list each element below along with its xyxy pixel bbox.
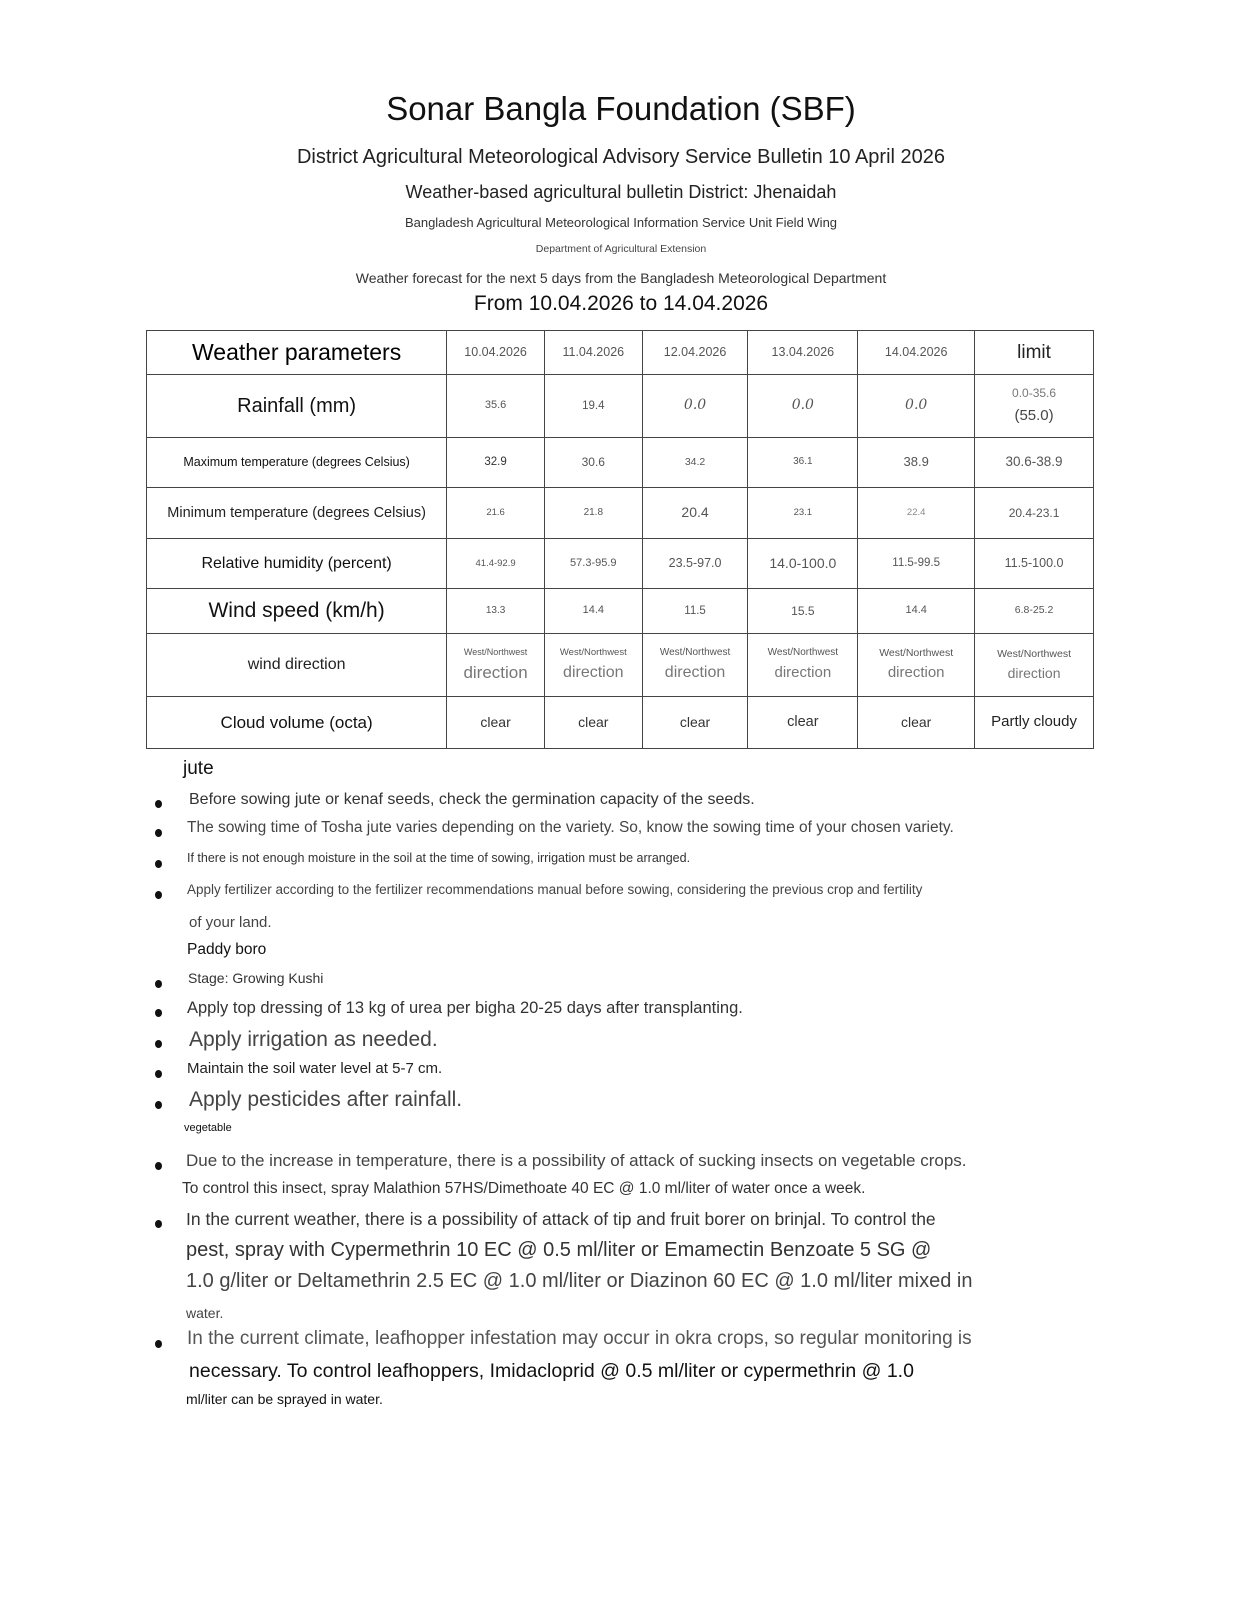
table-cell: 11.5	[642, 589, 748, 634]
bullet-icon	[155, 980, 162, 988]
list-item-continuation: 1.0 g/liter or Deltamethrin 2.5 EC @ 1.0 ml/liter or Diazinon 60 EC @ 1.0 ml/liter mixed in	[186, 1270, 973, 1292]
table-cell: 21.8	[544, 488, 642, 539]
header-date: 10.04.2026	[447, 331, 545, 375]
table-cell: 14.4	[544, 589, 642, 634]
section-title-vegetable: vegetable	[184, 1122, 232, 1134]
row-label: Relative humidity (percent)	[147, 539, 447, 589]
unit-name: Bangladesh Agricultural Meteorological Information Service Unit Field Wing	[404, 215, 838, 230]
list-item: Apply fertilizer according to the fertilizer recommendations manual before sowing, considering the previous crop and fertility	[187, 882, 923, 897]
limit-extra: (55.0)	[1014, 407, 1054, 425]
list-item: Due to the increase in temperature, there is a possibility of attack of sucking insects on vegetable crops.	[186, 1151, 967, 1170]
list-item-continuation: ml/liter can be sprayed in water.	[186, 1391, 383, 1407]
list-item: The sowing time of Tosha jute varies depending on the variety. So, know the sowing time of your chosen variety.	[187, 819, 954, 836]
table-cell: West/Northwest direction	[858, 634, 975, 697]
table-cell: clear	[858, 697, 975, 749]
list-item: Stage: Growing Kushi	[188, 970, 324, 986]
row-label: Minimum temperature (degrees Celsius)	[147, 488, 447, 539]
bullet-icon	[155, 1162, 162, 1170]
bullet-icon	[155, 829, 162, 837]
table-cell: 57.3-95.9	[544, 539, 642, 589]
organization-title: Sonar Bangla Foundation (SBF)	[386, 90, 856, 127]
list-item-continuation: To control this insect, spray Malathion 57HS/Dimethoate 40 EC @ 1.0 ml/liter of water once a week.	[182, 1180, 866, 1197]
table-cell: 30.6	[544, 438, 642, 488]
header-limit: limit	[975, 331, 1094, 375]
list-item-continuation: water.	[186, 1305, 224, 1321]
table-cell: 14.4	[858, 589, 975, 634]
table-cell: 13.3	[447, 589, 545, 634]
table-cell: clear	[544, 697, 642, 749]
table-cell: 21.6	[447, 488, 545, 539]
table-cell: clear	[748, 697, 858, 749]
department-name: Department of Agricultural Extension	[535, 243, 707, 255]
table-cell: clear	[642, 697, 748, 749]
header-date: 12.04.2026	[642, 331, 748, 375]
list-item-continuation: pest, spray with Cypermethrin 10 EC @ 0.5 ml/liter or Emamectin Benzoate 5 SG @	[186, 1239, 932, 1261]
table-row	[147, 375, 1094, 438]
table-cell: 0.0	[748, 375, 858, 438]
table-cell: West/Northwest direction	[748, 634, 858, 697]
weather-forecast-table	[146, 330, 1094, 749]
table-cell: 15.5	[748, 589, 858, 634]
list-item-continuation: necessary. To control leafhoppers, Imidacloprid @ 0.5 ml/liter or cypermethrin @ 1.0	[189, 1360, 914, 1382]
header-date: 11.04.2026	[544, 331, 642, 375]
table-cell: 23.1	[748, 488, 858, 539]
list-item-continuation: of your land.	[189, 914, 272, 931]
forecast-note: Weather forecast for the next 5 days from the Bangladesh Meteorological Department	[355, 270, 887, 286]
row-label: Maximum temperature (degrees Celsius)	[147, 438, 447, 488]
bullet-icon	[155, 1070, 162, 1078]
table-cell: 35.6	[447, 375, 545, 438]
table-row	[147, 697, 1094, 749]
list-item: Apply pesticides after rainfall.	[189, 1088, 463, 1111]
row-label: wind direction	[147, 634, 447, 697]
limit-cell	[975, 375, 1094, 438]
list-item: Apply irrigation as needed.	[189, 1028, 438, 1051]
bullet-icon	[155, 1220, 162, 1228]
bullet-icon	[155, 1009, 162, 1017]
list-item: Before sowing jute or kenaf seeds, check the germination capacity of the seeds.	[189, 791, 755, 808]
table-header-row	[147, 331, 1094, 375]
table-row	[147, 539, 1094, 589]
header-date: 14.04.2026	[858, 331, 975, 375]
table-row	[147, 589, 1094, 634]
table-cell: 22.4	[858, 488, 975, 539]
list-item: Maintain the soil water level at 5-7 cm.	[187, 1060, 443, 1077]
list-item: In the current climate, leafhopper infestation may occur in okra crops, so regular monitoring is	[187, 1328, 972, 1349]
limit-cell: West/Northwest direction	[975, 634, 1094, 697]
bulletin-subtitle: Weather-based agricultural bulletin District: Jhenaidah	[405, 182, 837, 202]
table-cell: clear	[447, 697, 545, 749]
section-title-paddy: Paddy boro	[187, 941, 267, 958]
header-date: 13.04.2026	[748, 331, 858, 375]
row-label: Wind speed (km/h)	[147, 589, 447, 634]
table-cell: 38.9	[858, 438, 975, 488]
date-range: From 10.04.2026 to 14.04.2026	[473, 292, 769, 315]
bullet-icon	[155, 1040, 162, 1048]
table-cell: 23.5-97.0	[642, 539, 748, 589]
table-cell: 20.4	[642, 488, 748, 539]
table-cell: 36.1	[748, 438, 858, 488]
bulletin-title: District Agricultural Meteorological Advisory Service Bulletin 10 April 2026	[296, 146, 946, 168]
row-label: Rainfall (mm)	[147, 375, 447, 438]
limit-cell: 20.4-23.1	[975, 488, 1094, 539]
bullet-icon	[155, 800, 162, 808]
bullet-icon	[155, 1101, 162, 1109]
row-label: Cloud volume (octa)	[147, 697, 447, 749]
table-cell: 19.4	[544, 375, 642, 438]
bullet-icon	[155, 1340, 162, 1348]
bullet-icon	[155, 860, 162, 868]
table-cell: 14.0-100.0	[748, 539, 858, 589]
limit-cell: 6.8-25.2	[975, 589, 1094, 634]
table-cell: 0.0	[858, 375, 975, 438]
table-cell: 11.5-99.5	[858, 539, 975, 589]
limit-cell: 11.5-100.0	[975, 539, 1094, 589]
limit-cell: Partly cloudy	[975, 697, 1094, 749]
section-title-jute: jute	[183, 758, 214, 779]
bullet-icon	[155, 891, 162, 899]
table-cell: 0.0	[642, 375, 748, 438]
list-item: If there is not enough moisture in the soil at the time of sowing, irrigation must be arranged.	[187, 851, 691, 865]
table-cell: 41.4-92.9	[447, 539, 545, 589]
table-row	[147, 488, 1094, 539]
limit-cell: 30.6-38.9	[975, 438, 1094, 488]
table-cell: West/Northwest direction	[544, 634, 642, 697]
limit-value: 0.0-35.6	[1012, 386, 1057, 401]
table-cell: 34.2	[642, 438, 748, 488]
table-row	[147, 634, 1094, 697]
table-cell: West/Northwest direction	[642, 634, 748, 697]
header-param: Weather parameters	[147, 331, 447, 375]
list-item: Apply top dressing of 13 kg of urea per bigha 20-25 days after transplanting.	[187, 999, 743, 1017]
table-cell: 32.9	[447, 438, 545, 488]
table-row	[147, 438, 1094, 488]
list-item: In the current weather, there is a possibility of attack of tip and fruit borer on brinjal. To control the	[186, 1209, 936, 1229]
table-cell: West/Northwest direction	[447, 634, 545, 697]
